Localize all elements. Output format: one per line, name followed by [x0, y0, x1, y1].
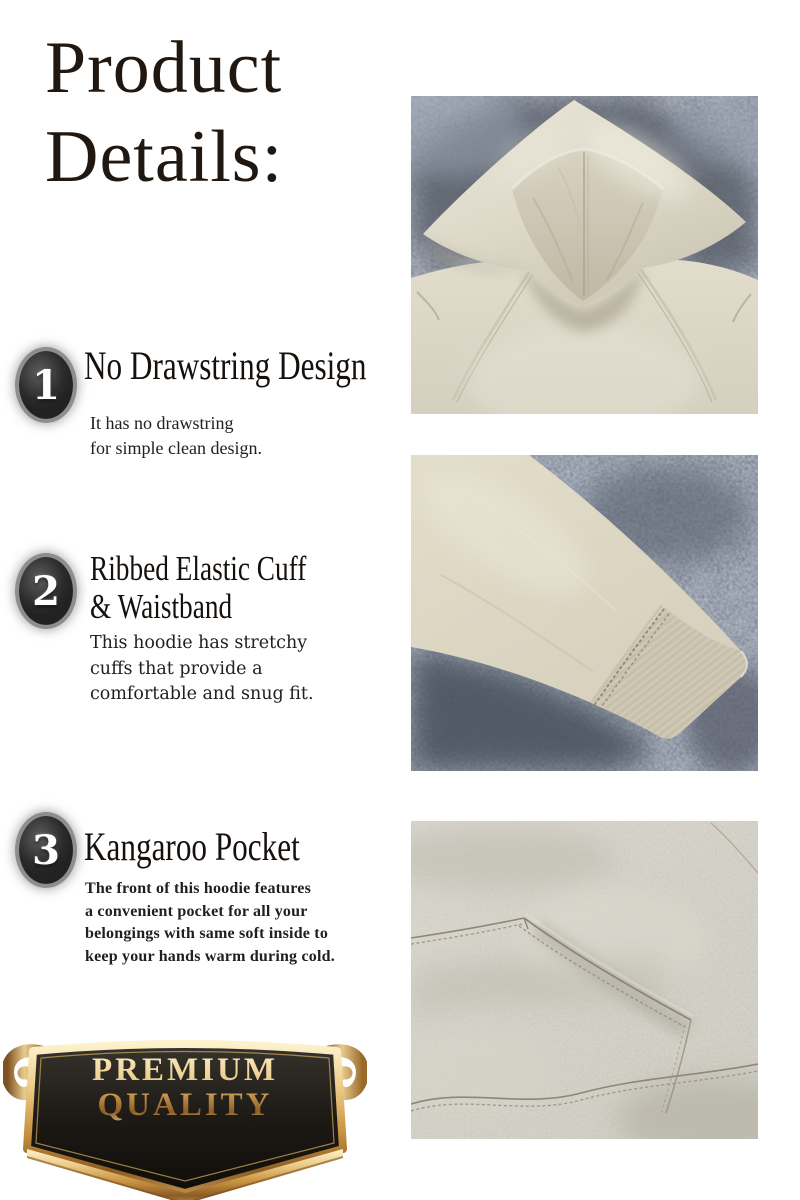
- page-title: [45, 24, 283, 202]
- premium-quality-badge: [3, 1031, 367, 1200]
- premium-quality-text: [31, 1053, 339, 1123]
- cuff-photo-illustration: [411, 455, 758, 771]
- desc-line: keep your hands warm during cold.: [85, 947, 335, 965]
- desc-line: The front of this hoodie features: [85, 880, 312, 897]
- desc-line: a convenient pocket for all your: [85, 902, 308, 920]
- feature-3-heading-line: Kangaroo Pocket: [84, 824, 300, 869]
- cuff-photo: [411, 455, 758, 771]
- feature-3-description: [85, 878, 335, 968]
- feature-1-heading-line: No Drawstring Design: [84, 343, 367, 388]
- feature-2-heading: [90, 550, 306, 626]
- feature-3-number-badge: 3: [19, 816, 73, 884]
- pocket-photo-illustration: [411, 821, 758, 1139]
- desc-line: for simple clean design.: [90, 438, 262, 458]
- feature-1-number-badge: 1: [19, 351, 73, 419]
- feature-1-heading: [84, 344, 366, 388]
- page-title-line2: Details:: [45, 116, 284, 198]
- badge-line-premium: PREMIUM: [92, 1052, 278, 1088]
- feature-2-heading-line: Ribbed Elastic Cuff: [90, 549, 307, 588]
- desc-line: cuffs that provide a: [90, 658, 263, 679]
- feature-1-description: [90, 411, 262, 461]
- feature-2-number-badge: 2: [19, 557, 73, 625]
- badge-line-quality: QUALITY: [97, 1087, 273, 1123]
- hood-photo: [411, 96, 758, 414]
- desc-line: It has no drawstring: [90, 413, 234, 433]
- desc-line: belongings with same soft inside to: [85, 925, 329, 942]
- hood-photo-illustration: [411, 96, 758, 414]
- feature-3-heading: [84, 825, 300, 869]
- pocket-photo: [411, 821, 758, 1139]
- feature-2-description: [90, 631, 314, 708]
- page-title-line1: Product: [45, 27, 283, 109]
- desc-line: comfortable and snug fit.: [90, 684, 314, 704]
- feature-2-heading-line: & Waistband: [90, 587, 233, 626]
- desc-line: This hoodie has stretchy: [90, 633, 308, 653]
